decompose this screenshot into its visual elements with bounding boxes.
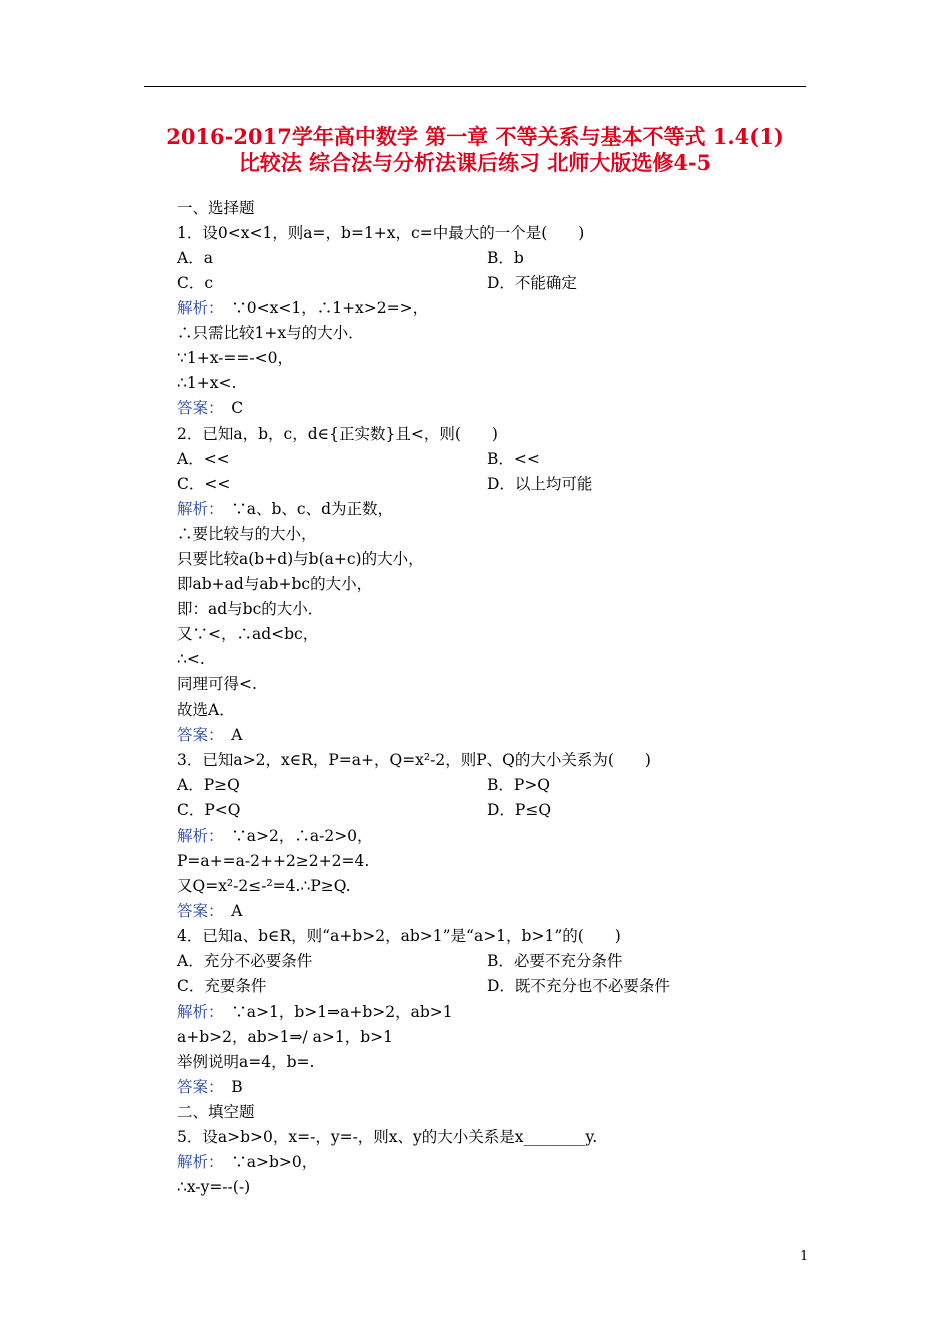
q2-option-b: B．<< [487,450,540,468]
q1-option-a: A．a [177,249,213,267]
q2-solution-1: ∵a、b、c、d为正数， [215,500,394,518]
q1-answer: C [215,399,244,417]
solution-label: 解析： [177,1153,216,1171]
q4-option-a: A．充分不必要条件 [177,952,313,970]
section-heading-choice: 一、选择题 [177,199,255,217]
q2-option-a: A．<< [177,450,230,468]
q4-solution-3: 举例说明a=4，b=. [177,1053,315,1071]
q5-solution-2: ∴x-y=--(-) [177,1178,251,1196]
q2-solution-5: 即：ad与bc的大小． [177,600,324,618]
document-title-line-2: 比较法 综合法与分析法课后练习 北师大版选修4-5 [238,150,712,175]
q4-option-d: D．既不充分也不必要条件 [487,977,670,995]
q3-solution-3: 又Q=x²-2≤-²=4.∴P≥Q. [177,877,351,895]
q2-option-d: D．以上均可能 [487,475,593,493]
q1-answer-line [177,398,243,418]
q2-solution-2: ∴要比较与的大小， [177,525,317,543]
q3-solution-2: P=a+=a-2++2≥2+2=4. [177,852,370,870]
q4-answer: B [215,1078,243,1096]
q2-stem: 2．已知a，b，c，d∈{正实数}且<，则( ) [177,425,498,443]
q2-solution-line [177,499,393,519]
q2-option-c: C．<< [177,475,231,493]
solution-label: 解析： [177,1003,216,1021]
q2-answer-line [177,725,242,745]
q3-answer: A [215,902,243,920]
q4-stem: 4．已知a、b∈R，则“a+b>2，ab>1”是“a>1，b>1”的( ) [177,927,621,945]
q4-solution-2: a+b>2，ab>1⇒/ a>1，b>1 [177,1028,394,1046]
q2-answer: A [215,726,243,744]
q3-option-c: C．P<Q [177,801,241,819]
q2-solution-8: 同理可得<. [177,675,257,693]
q2-solution-9: 故选A． [177,701,235,719]
q4-option-b: B．必要不充分条件 [487,952,623,970]
q1-solution-2: ∴只需比较1+x与的大小． [177,324,364,342]
solution-label: 解析： [177,299,216,317]
q3-solution-1: ∵a>2，∴a-2>0， [215,827,373,845]
header-rule [144,86,806,87]
q1-option-d: D．不能确定 [487,274,577,292]
q1-solution-4: ∴1+x<. [177,374,237,392]
q1-solution-line [177,298,428,318]
section-heading-fill: 二、填空题 [177,1103,255,1121]
q2-solution-3: 只要比较a(b+d)与b(a+c)的大小， [177,550,424,568]
q2-solution-7: ∴<. [177,650,205,668]
q3-option-b: B．P>Q [487,776,551,794]
answer-label: 答案： [177,1078,216,1096]
q4-option-c: C．充要条件 [177,977,267,995]
q3-solution-line [177,826,373,846]
solution-label: 解析： [177,827,216,845]
q2-solution-6: 又∵<，∴ad<bc， [177,625,319,643]
q1-option-c: C．c [177,274,214,292]
q2-solution-4: 即ab+ad与ab+bc的大小， [177,575,373,593]
q4-solution-line [177,1002,453,1022]
q4-answer-line [177,1077,243,1097]
solution-label: 解析： [177,500,216,518]
page-number: 1 [800,1249,809,1264]
answer-label: 答案： [177,726,216,744]
q3-stem: 3．已知a>2，x∈R，P=a+，Q=x²-2，则P、Q的大小关系为( ) [177,751,651,769]
q1-solution-1: ∵0<x<1，∴1+x>2=>， [215,299,429,317]
q5-solution-1: ∵a>b>0， [215,1153,318,1171]
q3-option-a: A．P≥Q [177,776,240,794]
q1-stem: 1．设0<x<1，则a=，b=1+x，c=中最大的一个是( ) [177,224,585,242]
answer-label: 答案： [177,902,216,920]
q1-option-b: B．b [487,249,524,267]
answer-label: 答案： [177,399,216,417]
q3-option-d: D．P≤Q [487,801,552,819]
document-title-line-1: 2016-2017学年高中数学 第一章 不等关系与基本不等式 1.4(1) [166,124,784,149]
q3-answer-line [177,901,242,921]
q5-stem: 5．设a>b>0，x=-，y=-，则x、y的大小关系是x________y. [177,1128,598,1146]
q5-solution-line [177,1152,317,1172]
q4-solution-1: ∵a>1，b>1⇒a+b>2，ab>1 [215,1003,453,1021]
q1-solution-3: ∵1+x-==-<0， [177,349,293,367]
